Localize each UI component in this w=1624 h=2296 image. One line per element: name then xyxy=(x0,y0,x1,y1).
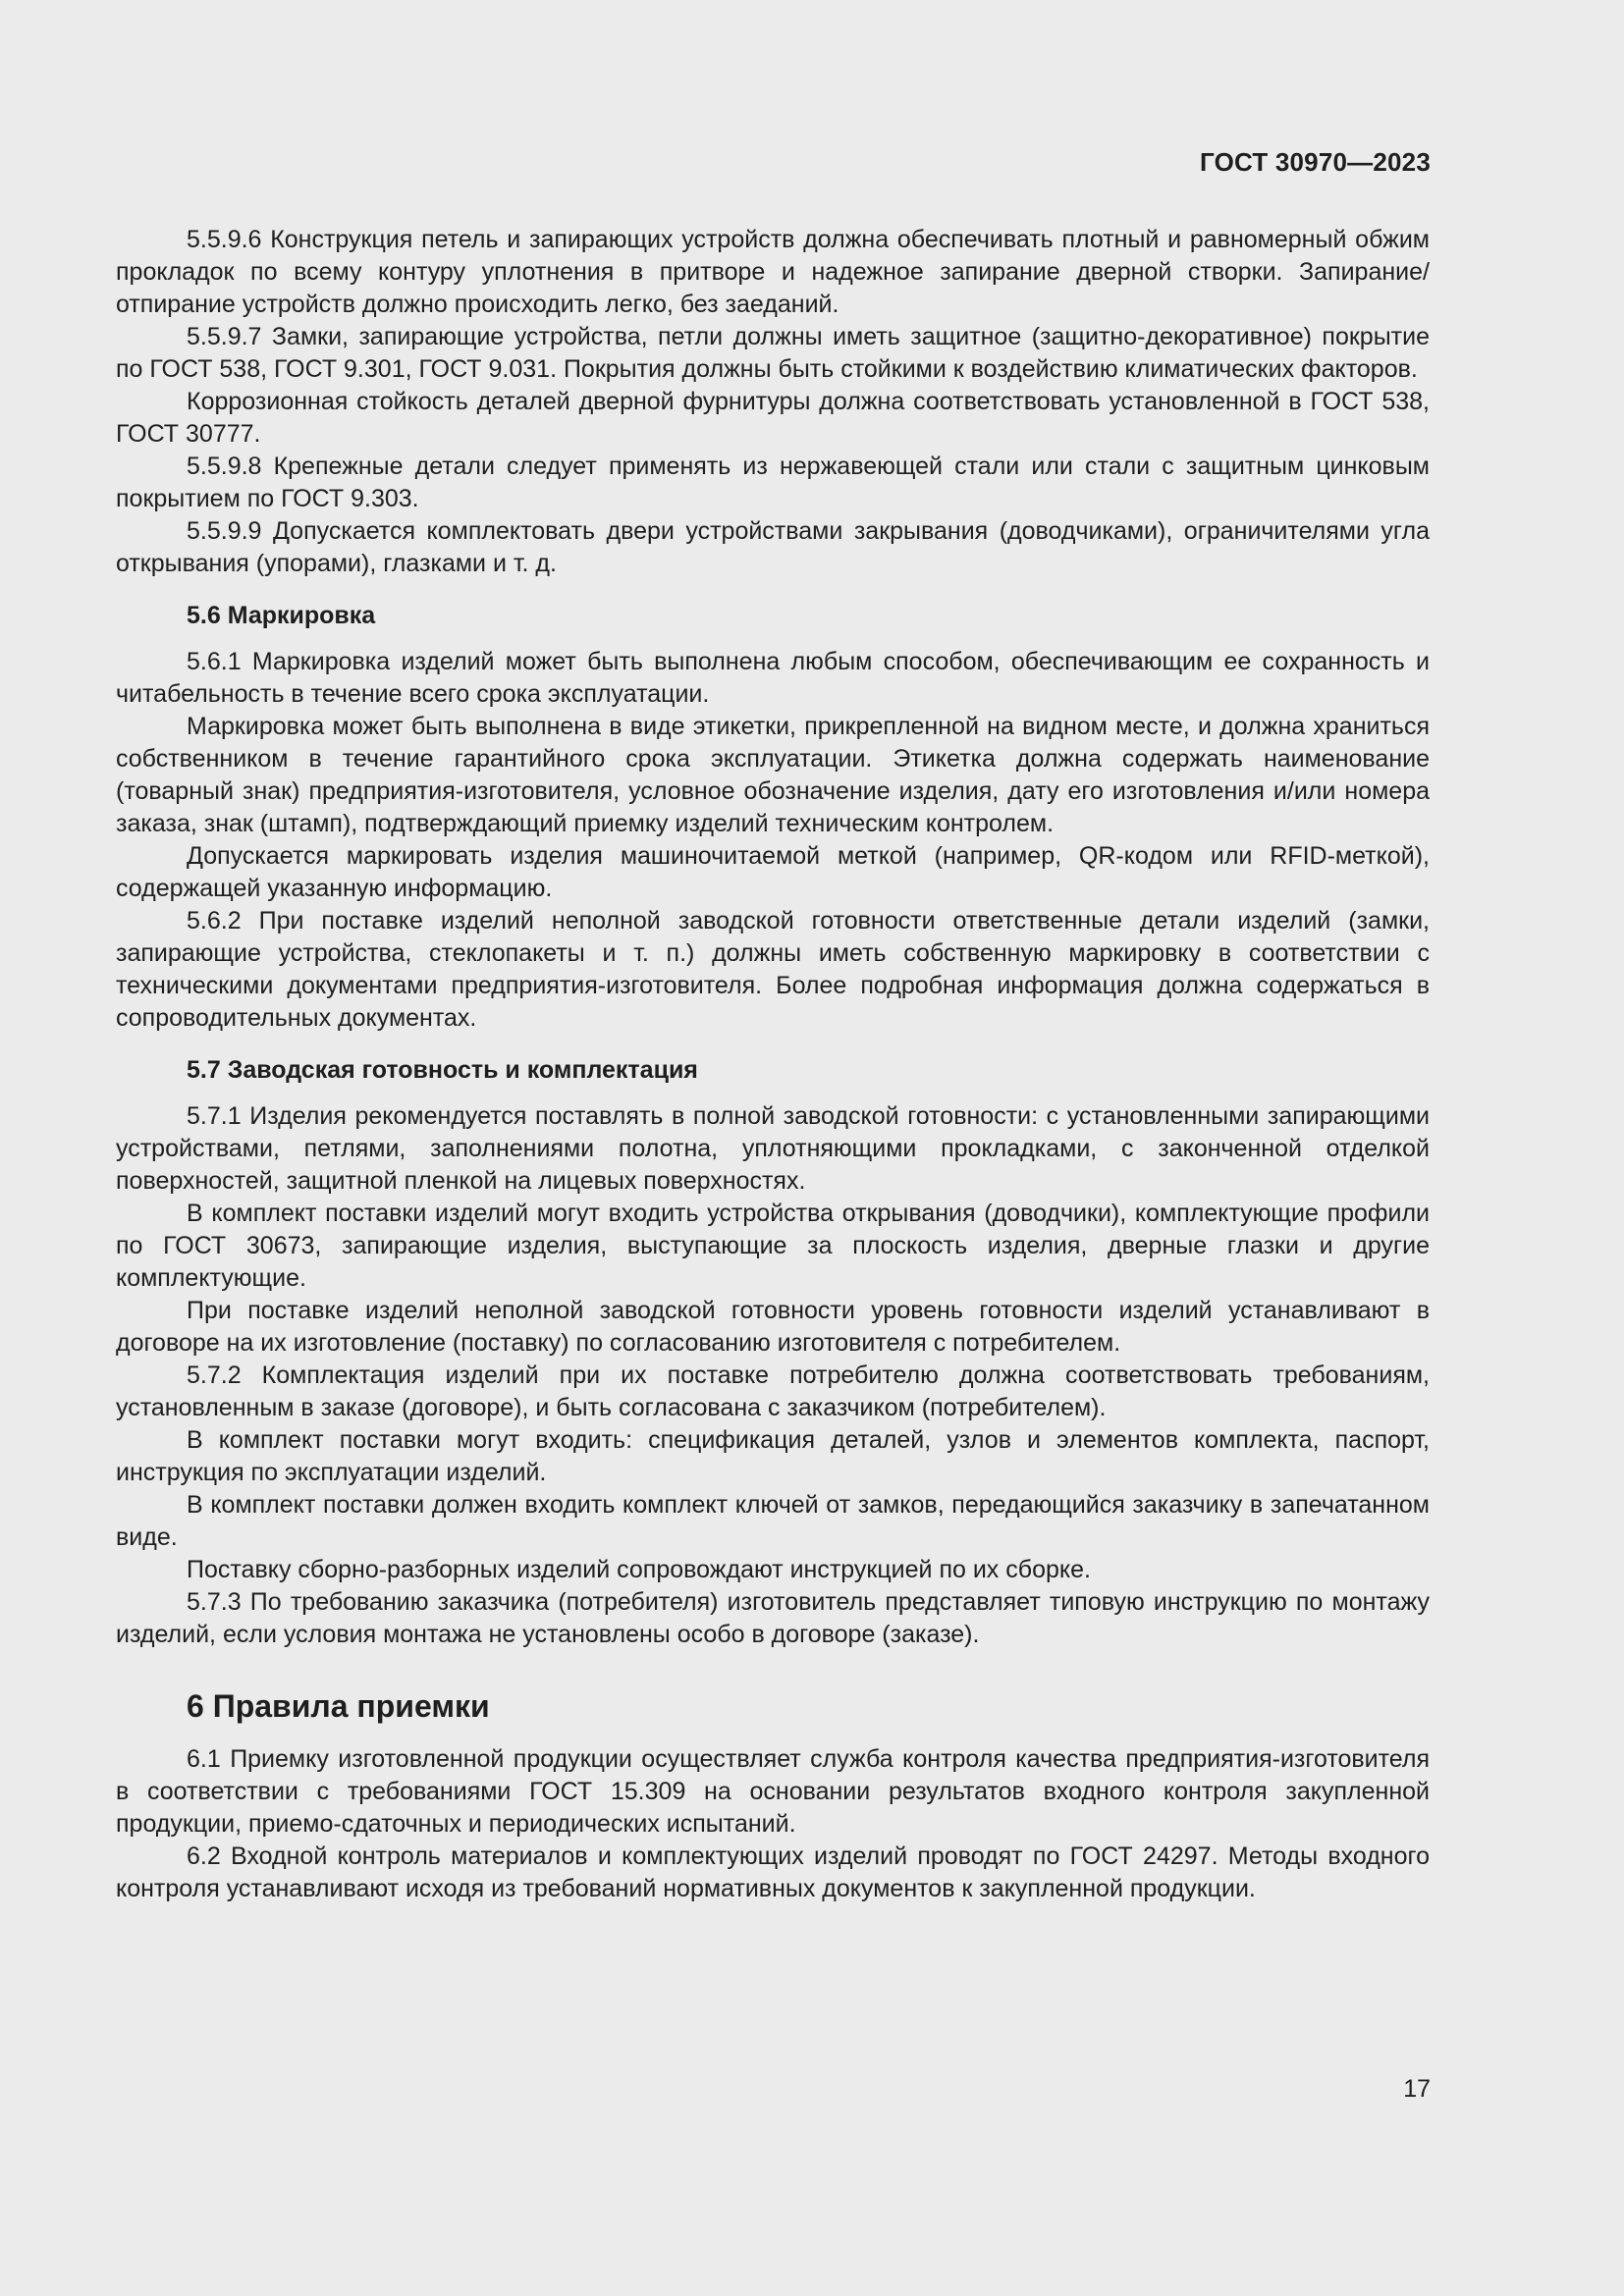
paragraph-marking-qr: Допускается маркировать изделия машиночитаемой меткой (например, QR-кодом или RFID-меткой), содержащей указанную информацию. xyxy=(116,842,1430,902)
paragraph-6-1: 6.1 Приемку изготовленной продукции осуществляет служба контроля качества предприятия-изготовителя в соответствии с требованиями ГОСТ 15.309 на основании результатов входного контроля закупленной продукции, приемо-сдаточных и периодических испытаний. xyxy=(116,1745,1430,1838)
paragraph-delivery-set: В комплект поставки изделий могут входить устройства открывания (доводчики), комплектующие профили по ГОСТ 30673, запирающие изделия, выступающие за плоскость изделия, дверные глазки и другие комплектующие. xyxy=(116,1200,1430,1292)
paragraph-assembly: Поставку сборно-разборных изделий сопровождают инструкцией по их сборке. xyxy=(187,1556,1091,1583)
heading-6: 6 Правила приемки xyxy=(187,1688,490,1724)
paragraph-marking-label: Маркировка может быть выполнена в виде этикетки, прикрепленной на видном месте, и должна храниться собственником в течение гарантийного срока эксплуатации. Этикетка должна содержать наименование (товарный знак) предприятия-изготовителя, условное обозначение изделия, дату его изготовления и/или номера заказа, знак (штамп), подтверждающий приемку изделий техническим контролем. xyxy=(116,713,1430,837)
paragraph-5-5-9-6: 5.5.9.6 Конструкция петель и запирающих устройств должна обеспечивать плотный и равномерный обжим прокладок по всему контуру уплотнения в притворе и надежное запирание дверной створки. Запирание/отпирание устройств должно происходить легко, без заеданий. xyxy=(116,226,1430,318)
paragraph-5-5-9-9: 5.5.9.9 Допускается комплектовать двери устройствами закрывания (доводчиками), ограничителями угла открывания (упорами), глазками и т. д. xyxy=(116,517,1430,577)
heading-5-6: 5.6 Маркировка xyxy=(187,602,376,629)
paragraph-5-7-3: 5.7.3 По требованию заказчика (потребителя) изготовитель представляет типовую инструкцию по монтажу изделий, если условия монтажа не установлены особо в договоре (заказе). xyxy=(116,1588,1430,1648)
paragraph-keys: В комплект поставки должен входить комплект ключей от замков, передающийся заказчику в запечатанном виде. xyxy=(116,1491,1430,1551)
paragraph-5-6-1: 5.6.1 Маркировка изделий может быть выполнена любым способом, обеспечивающим ее сохранность и читабельность в течение всего срока эксплуатации. xyxy=(116,648,1430,708)
heading-5-7: 5.7 Заводская готовность и комплектация xyxy=(187,1056,698,1084)
paragraph-corrosion: Коррозионная стойкость деталей дверной фурнитуры должна соответствовать установленной в ГОСТ 538, ГОСТ 30777. xyxy=(116,388,1430,448)
paragraph-5-6-2: 5.6.2 При поставке изделий неполной заводской готовности ответственные детали изделий (замки, запирающие устройства, стеклопакеты и т. п.) должны иметь собственную маркировку в соответствии с техническими документами предприятия-изготовителя. Более подробная информация должна содержаться в сопроводительных документах. xyxy=(116,907,1430,1032)
paragraph-delivery-docs: В комплект поставки могут входить: спецификация деталей, узлов и элементов комплекта, паспорт, инструкция по эксплуатации изделий. xyxy=(116,1426,1430,1486)
document-header: ГОСТ 30970—2023 xyxy=(1200,147,1431,177)
page-number: 17 xyxy=(1403,2075,1431,2103)
paragraph-5-5-9-8: 5.5.9.8 Крепежные детали следует применять из нержавеющей стали или стали с защитным цинковым покрытием по ГОСТ 9.303. xyxy=(116,453,1430,512)
paragraph-5-7-2: 5.7.2 Комплектация изделий при их поставке потребителю должна соответствовать требованиям, установленным в заказе (договоре), и быть согласована с заказчиком (потребителем). xyxy=(116,1362,1430,1421)
document-body xyxy=(116,224,1430,1905)
paragraph-6-2: 6.2 Входной контроль материалов и комплектующих изделий проводят по ГОСТ 24297. Методы входного контроля устанавливают исходя из требований нормативных документов к закупленной продукции. xyxy=(116,1842,1430,1902)
paragraph-readiness: При поставке изделий неполной заводской готовности уровень готовности изделий устанавливают в договоре на их изготовление (поставку) по согласованию изготовителя с потребителем. xyxy=(116,1297,1430,1357)
paragraph-5-5-9-7: 5.5.9.7 Замки, запирающие устройства, петли должны иметь защитное (защитно-декоративное) покрытие по ГОСТ 538, ГОСТ 9.301, ГОСТ 9.031. Покрытия должны быть стойкими к воздействию климатических факторов. xyxy=(116,323,1430,383)
paragraph-5-7-1: 5.7.1 Изделия рекомендуется поставлять в полной заводской готовности: с установленными запирающими устройствами, петлями, заполнениями полотна, уплотняющими прокладками, с законченной отделкой поверхностей, защитной пленкой на лицевых поверхностях. xyxy=(116,1102,1430,1195)
